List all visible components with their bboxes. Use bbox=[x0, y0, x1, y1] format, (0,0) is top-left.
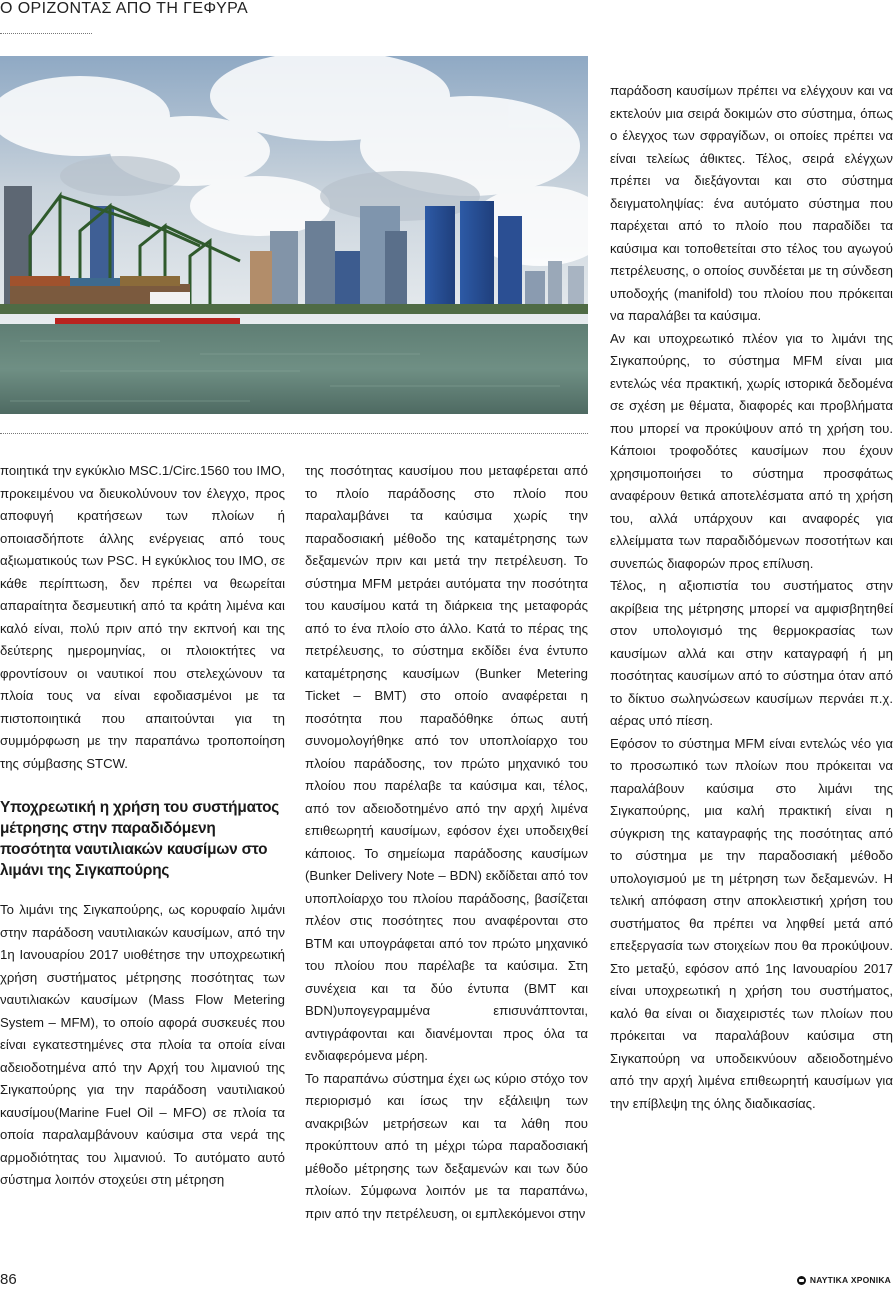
header-divider bbox=[0, 33, 92, 34]
paragraph: Το παραπάνω σύστημα έχει ως κύριο στόχο τον περιορισμό και ίσως την εξάλειψη των ανακριβών μετρήσεων και τα λάθη που προκύπτουν από τη μέχρι τώρα παραδοσιακή μέθοδο μέτρησης των δεξαμενών και των δύο πλοίων. Σύμφωνα λοιπόν με τα παραπάνω, πριν από την πετρέλευση, οι εμπλεκόμενοι στην bbox=[305, 1070, 588, 1221]
subheading: Υποχρεωτική η χρήση του συστήματος μέτρησης στην παραδιδόμενη ποσότητα ναυτιλιακών καυσίμων στο λιμάνι της Σιγκαπούρης bbox=[0, 799, 280, 879]
singapore-port-photo bbox=[0, 56, 588, 414]
paragraph: της ποσότητας καυσίμου που μεταφέρεται από το πλοίο παράδοσης στο πλοίο που παραλαμβάνει τα καύσιμα χωρίς την παραδοσιακή μέθοδο της καταμέτρησης των δεξαμενών πριν και μετά την πετρέλευση. Το σύστημα MFM μετράει αυτόματα την ποσότητα του καυσίμου κατά τη διάρκεια της μεταφοράς από το ένα πλοίο στο άλλο. Κατά το πέρας της πετρέλευσης, το σύστημα εκδίδει ένα έντυπο καταμέτρησης καυσίμων (Bunker Metering Ticket – BMT) στο οποίο αναφέρεται η ποσότητα που παραδόθηκε όπως αυτή συνομολογήθηκε από τον υποπλοίαρχο του πλοίου παράδοσης, τον πρώτο μηχανικό του πλοίου που παρέλαβε τα καύσιμα και, τέλος, από τον αδειοδοτημένο από την αρχή λιμένα επιθεωρητή καυσίμων, εφόσον έχει υποδειχθεί κάποιος. Το σημείωμα παράδοσης καυσίμων (Bunker Delivery Note – BDN) εκδίδεται από τον υποπλοίαρχο του πλοίου παράδοσης, βασίζεται πλέον στις ποσότητες που αναφέρονται στο ΒΤΜ και υπογράφεται από τον πρώτο μηχανικό του πλοίου που παρέλαβε τα καύσιμα. Στη συνέχεια και τα δύο έντυπα (ΒΜΤ και BDN)υπογεγραμμένα επισυνάπτονται, αντιγράφονται και διανέμονται προς όλα τα ενδιαφερόμενα μέρη. bbox=[305, 463, 588, 1063]
paragraph: Το λιμάνι της Σιγκαπούρης, ως κορυφαίο λιμάνι στην παράδοση ναυτιλιακών καυσίμων, από την 1η Ιανουαρίου 2017 υιοθέτησε την υποχρεωτική χρήση συστήματος μέτρησης ποσότητας των ναυτιλιακών καυσίμων (Mass Flow Metering System – MFM), το οποίο αφορά συσκευές που είναι εγκατεστημένες στα πλοία τα οποία είναι αδειοδοτημένα από την Αρχή του λιμανιού της Σιγκαπούρης για την παράδοση ναυτιλιακού καυσίμου(Marine Fuel Oil – MFO) σε πλοία τα οποία παραλαμβάνουν καύσιμα στα νερά της αρμοδιότητας του λιμανιού. Το αυτόματο αυτό σύστημα λοιπόν στοχεύει στη μέτρηση bbox=[0, 902, 285, 1187]
page-number: 86 bbox=[0, 1271, 17, 1288]
paragraph: ποιητικά την εγκύκλιο MSC.1/Circ.1560 του ΙΜΟ, προκειμένου να διευκολύνουν τον έλεγχο, προς αποφυγή κρατήσεων των πλοίων ή οποιασδήποτε άλλης ενέργειας από τους αξιωματικούς των PSC. Η εγκύκλιος του ΙΜΟ, σε κάθε περίπτωση, δεν πρέπει να θεωρείται απαραίτητα δεσμευτική από τα κράτη λιμένα και καλό είναι, πολύ πριν από την εκπνοή και της δεύτερης ημερομηνίας, οι πλοιοκτήτες να φροντίσουν οι ναυτικοί που στελεχώνουν τα πλοία τους να είναι εφοδιασμένοι με τα πιστοποιητικά που απαιτούνται για τη συμμόρφωση με την παραπάνω τροποποίηση της σύμβασης STCW. bbox=[0, 463, 285, 771]
article-column-2 bbox=[305, 460, 588, 1225]
photo-divider bbox=[0, 433, 588, 434]
paragraph: Αν και υποχρεωτικό πλέον για το λιμάνι της Σιγκαπούρης, το σύστημα MFM είναι μια εντελώς νέα πρακτική, χωρίς ιστορικά δεδομένα σε σχέση με θέματα, διαφορές και προβλήματα που μπορεί να προκύψουν από τη χρήση του. Κάποιοι τροφοδότες καυσίμων που έχουν χρησιμοποιήσει το σύστημα προσφάτως αναφέρουν θετικά αποτελέσματα από τη χρήση του, αλλά υπάρχουν και αναφορές για ελλείμματα των παραδιδόμενων ποσοτήτων και συνεπώς διαφορών προς επίλυση. bbox=[610, 330, 893, 571]
paragraph: Τέλος, η αξιοπιστία του συστήματος στην ακρίβεια της μέτρησης μπορεί να αμφισβητηθεί στον υπολογισμό της θερμοκρασίας των καυσίμων αλλά και στην καταγραφή ή μη ποσότητας καυσίμων από το σύστημα όταν από το δίκτυο σωληνώσεων καυσίμων περνάει π.χ. αέρας υπό πίεση. bbox=[610, 578, 893, 728]
article-column-3 bbox=[610, 80, 893, 1115]
brand-name: ΝΑΥΤΙΚΑ ΧΡΟΝΙΚΑ bbox=[809, 1275, 891, 1285]
paragraph: παράδοση καυσίμων πρέπει να ελέγχουν και να εκτελούν μια σειρά δοκιμών στο σύστημα, όπως ο έλεγχος των σφραγίδων, οι οποίες πρέπει να είναι τελείως άθικτες. Τέλος, σειρά ελέγχων πρέπει να διεξάγονται και στο σύστημα δειγματοληψίας: ένα αυτόματο σύστημα που παρέχεται από το πλοίο που παραδίδει τα καύσιμα και τοποθετείται στο τέλος του αγωγού πετρέλευσης, ο οποίος συνδέεται με τη σύνδεση υποδοχής (manifold) του πλοίου που πρόκειται να παραλάβει τα καύσιμα. bbox=[610, 83, 893, 323]
brand-logo-icon bbox=[797, 1276, 806, 1285]
publication-brand bbox=[797, 1275, 891, 1285]
article-column-1 bbox=[0, 460, 285, 1192]
paragraph: Εφόσον το σύστημα MFM είναι εντελώς νέο για το προσωπικό των πλοίων που πρόκειται να παραλάβουν καύσιμα στο λιμάνι της Σιγκαπούρης, μια καλή πρακτική είναι η σύγκριση της καταγραφής της ποσότητας από το σύστημα με την παραδοσιακή μέθοδο υπολογισμού με τη μέτρηση των δεξαμενών. Η τελική απόφαση στην αποκλειστική χρήση του συστήματος θα πρέπει να ληφθεί μετά από επεξεργασία των στοιχείων που θα προκύψουν. Στο μεταξύ, εφόσον από 1ης Ιανουαρίου 2017 είναι υποχρεωτική η χρήση του συστήματος, καλό θα είναι οι διαχειριστές των πλοίων που πρόκειται να παραλάβουν καύσιμα στη Σιγκαπούρη να υποδεικνύουν αδειοδοτημένο από την αρχή λιμένα επιθεωρητή καυσίμων για την επίβλεψη της όλης διαδικασίας. bbox=[610, 735, 893, 1111]
section-title: Ο ΟΡΙΖΟΝΤΑΣ ΑΠΟ ΤΗ ΓΕΦΥΡΑ bbox=[0, 0, 249, 17]
